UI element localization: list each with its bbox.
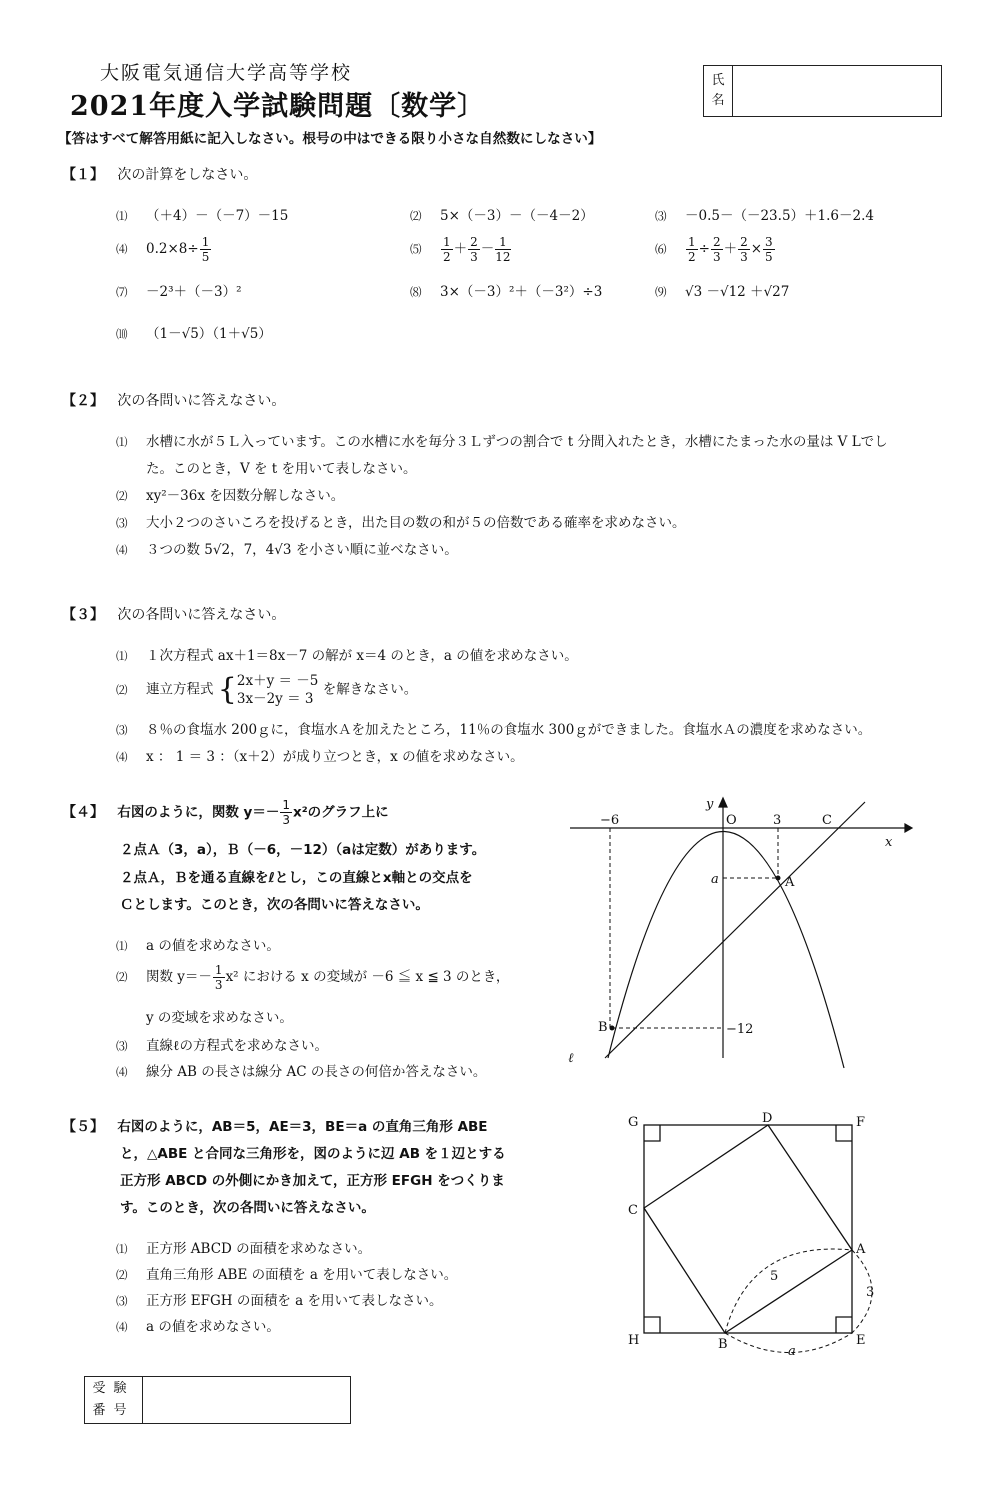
s2-q2: ⑵ xy²－36x を因数分解しなさい。 — [116, 488, 345, 504]
point-b-dot — [610, 1026, 615, 1031]
tick-minus12: −12 — [726, 1022, 754, 1037]
s4-q1: ⑴ a の値を求めなさい。 — [116, 938, 280, 954]
exam-number-label: 受験 番号 — [85, 1377, 143, 1423]
length-a: a — [788, 1344, 796, 1359]
s4-q4: ⑷ 線分 AB の長さは線分 AC の長さの何倍か答えなさい。 — [116, 1064, 487, 1080]
s5-q3: ⑶ 正方形 EFGH の面積を a を用いて表しなさい。 — [116, 1293, 443, 1309]
y-axis-arrow — [719, 798, 727, 807]
section-4-heading: 【４】 右図のように，関数 y＝－ $\frac{1}{3}$ x²のグラフ上に — [62, 798, 389, 827]
square-figure — [620, 1110, 890, 1370]
s4-q2: ⑵ 関数 y＝－ $\frac{1}{3}$ x² における x の変域が －6 ≦ x ≦ 3 のとき， — [116, 963, 510, 992]
s1-q7: ⑺ －2³＋（－3）² — [116, 284, 242, 300]
s1-q2: ⑵ 5×（－3）－（－4－2） — [410, 208, 594, 224]
square-abcd — [644, 1125, 852, 1333]
label-a: A — [856, 1242, 866, 1257]
s1-q3: ⑶ －0.5－（－23.5）＋1.6－2.4 — [655, 208, 874, 224]
right-angle-h — [644, 1317, 660, 1333]
y-axis-label: y — [706, 797, 714, 812]
x-axis-arrow — [905, 824, 912, 832]
label-h: H — [628, 1333, 640, 1348]
s2-q1: ⑴ 水槽に水が５Ｌ入っています。この水槽に水を毎分３Ｌずつの割合で t 分間入れたとき，水槽にたまった水の量は V Lでし — [116, 434, 888, 450]
s5-q1: ⑴ 正方形 ABCD の面積を求めなさい。 — [116, 1241, 372, 1257]
parabola-graph — [560, 790, 920, 1080]
section-3-heading: 【３】 次の各問いに答えなさい。 — [62, 607, 286, 623]
point-b-label: B — [598, 1020, 608, 1035]
tick-minus6: −6 — [600, 813, 620, 828]
school-name: 大阪電気通信大学高等学校 — [100, 62, 353, 84]
instructions: 【答はすべて解答用紙に記入しなさい。根号の中はできる限り小さな自然数にしなさい】 — [58, 131, 602, 147]
s5-q2: ⑵ 直角三角形 ABE の面積を a を用いて表しなさい。 — [116, 1267, 458, 1283]
s5-intro-3: 正方形 ABCD の外側にかき加えて，正方形 EFGH をつくりま — [120, 1173, 505, 1189]
s4-intro-4: Ｃとします。このとき，次の各問いに答えなさい。 — [120, 897, 429, 913]
label-b: B — [718, 1337, 728, 1352]
right-angle-e — [836, 1317, 852, 1333]
tick-a-label: a — [711, 872, 719, 887]
s4-q3: ⑶ 直線ℓの方程式を求めなさい。 — [116, 1038, 328, 1054]
s3-q1: ⑴ １次方程式 ax＋1＝8x－7 の解が x＝4 のとき，a の値を求めなさい。 — [116, 648, 578, 664]
point-a-dot — [776, 876, 781, 881]
label-g: G — [628, 1115, 639, 1130]
s1-q10: ⑽ （1－√5）（1＋√5） — [116, 326, 272, 342]
section-5-heading: 【５】 右図のように，AB＝5，AE＝3，BE＝a の直角三角形 ABE — [62, 1119, 488, 1135]
s5-q4: ⑷ a の値を求めなさい。 — [116, 1319, 280, 1335]
label-c: C — [628, 1203, 638, 1218]
exam-title: 2021年度入学試験問題〔数学〕 — [70, 91, 486, 122]
right-angle-f — [836, 1125, 852, 1141]
s2-q4: ⑷ ３つの数 5√2，7，4√3 を小さい順に並べなさい。 — [116, 542, 458, 558]
s3-q4: ⑷ x ： 1 ＝ 3 ：（x＋2）が成り立つとき，x の値を求めなさい。 — [116, 749, 524, 765]
s5-intro-2: と，△ABE と合同な三角形を，図のように辺 AB を１辺とする — [120, 1146, 506, 1162]
origin-label: O — [726, 813, 737, 828]
s4-intro-2: ２点Ａ（3，a），Ｂ（－6，－12）（aは定数）があります。 — [120, 842, 486, 858]
label-d: D — [762, 1111, 773, 1126]
s2-q3: ⑶ 大小２つのさいころを投げるとき，出た目の数の和が５の倍数である確率を求めなさい。 — [116, 515, 686, 531]
name-box[interactable] — [703, 65, 942, 117]
s4-q2-cont: y の変域を求めなさい。 — [146, 1010, 293, 1026]
section-2-heading: 【２】 次の各問いに答えなさい。 — [62, 393, 286, 409]
s1-q4: ⑷ 0.2×8÷ $\frac{1}{5}$ — [116, 235, 210, 264]
section-1-heading: 【１】 次の計算をしなさい。 — [62, 167, 258, 183]
length-5: 5 — [770, 1269, 779, 1284]
exam-number-box[interactable] — [84, 1376, 351, 1424]
s1-q6: ⑹ $\frac{1}{2}$ ÷ $\frac{2}{3}$ ＋ $\frac{2}{3}$ × $\frac{3}{5}$ — [655, 235, 773, 264]
s3-q3: ⑶ ８％の食塩水 200ｇに，食塩水Ａを加えたところ，11％の食塩水 300ｇができました。食塩水Ａの濃度を求めなさい。 — [116, 722, 872, 738]
s1-q1: ⑴ （＋4）－（－7）－15 — [116, 208, 289, 224]
s4-intro-3: ２点Ａ，Ｂを通る直線をℓとし，この直線とx軸との交点を — [120, 870, 473, 886]
right-angle-g — [644, 1125, 660, 1141]
s5-intro-4: す。このとき，次の各問いに答えなさい。 — [120, 1200, 375, 1216]
square-efgh — [644, 1125, 852, 1333]
length-3: 3 — [866, 1285, 875, 1300]
label-e: E — [856, 1333, 866, 1348]
name-label: 氏 名 — [704, 66, 733, 116]
s1-q8: ⑻ 3×（－3）²＋（－3²）÷3 — [410, 284, 603, 300]
label-f: F — [856, 1115, 866, 1130]
s2-q1-cont: た。このとき，V を t を用いて表しなさい。 — [146, 461, 417, 477]
point-a-label: A — [785, 875, 795, 890]
x-axis-label: x — [885, 835, 893, 850]
s1-q9: ⑼ √3 －√12 ＋√27 — [655, 284, 790, 300]
point-c-label: C — [822, 813, 832, 828]
s1-q5: ⑸ $\frac{1}{2}$ ＋ $\frac{2}{3}$ － $\frac{1}{12}$ — [410, 235, 511, 264]
s3-q2: ⑵ 連立方程式 { 2x＋y ＝ －5 3x－2y ＝ 3 を解きなさい。 — [116, 672, 418, 707]
line-l-label: ℓ — [568, 1051, 574, 1066]
line-l — [605, 802, 865, 1058]
tick-3: 3 — [773, 813, 782, 828]
